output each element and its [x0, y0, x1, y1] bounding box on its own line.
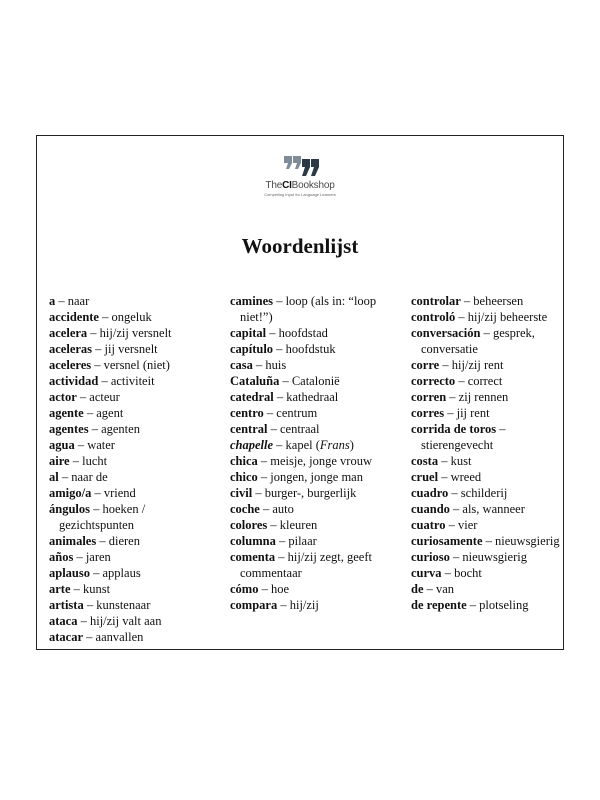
- entry-term: capítulo: [230, 342, 274, 356]
- entry-term: aceleres: [49, 358, 92, 372]
- entry-term: centro: [230, 406, 264, 420]
- entry-term: corrida de toros: [411, 422, 497, 436]
- entry-term: central: [230, 422, 268, 436]
- glossary-entry: Cataluña – Catalonië: [230, 374, 340, 388]
- glossary-entry: civil – burger-, burgerlijk: [230, 486, 357, 500]
- entry-definition: lucht: [82, 454, 108, 468]
- entry-term: de: [411, 582, 424, 596]
- entry-definition: hij/zij zegt, geeft commentaar: [240, 550, 372, 580]
- entry-definition: correct: [467, 374, 503, 388]
- quote-marks-icon: [280, 154, 320, 178]
- entry-definition: naar: [67, 294, 90, 308]
- entry-term: acelera: [49, 326, 88, 340]
- glossary-entry: cómo – hoe: [230, 582, 290, 596]
- entry-term: aceleras: [49, 342, 93, 356]
- entry-definition: water: [87, 438, 115, 452]
- glossary-entry: aceleras – jij versnelt: [49, 342, 158, 356]
- glossary-entry: chapelle – kapel (Frans): [230, 438, 354, 452]
- entry-term: cómo: [230, 582, 259, 596]
- entry-term: corre: [411, 358, 440, 372]
- glossary-entry: curva – bocht: [411, 566, 482, 580]
- entry-term: conversación: [411, 326, 481, 340]
- glossary-entry: de – van: [411, 582, 455, 596]
- entry-term: ángulos: [49, 502, 90, 516]
- glossary-column-3: [411, 293, 563, 613]
- glossary-entry: al – naar de: [49, 470, 108, 484]
- entry-definition: centrum: [276, 406, 318, 420]
- entry-definition: hij/zij versnelt: [99, 326, 172, 340]
- entry-term: actor: [49, 390, 77, 404]
- glossary-entry: cuando – als, wanneer: [411, 502, 525, 516]
- glossary-entry: arte – kunst: [49, 582, 111, 596]
- page-frame: [36, 135, 564, 650]
- logo-name: TheCIBookshop: [265, 180, 335, 191]
- entry-definition: plotseling: [479, 598, 529, 612]
- entry-note: Frans: [319, 438, 350, 452]
- entry-term: coche: [230, 502, 260, 516]
- glossary-entry: correcto – correct: [411, 374, 503, 388]
- entry-term: comenta: [230, 550, 276, 564]
- glossary-entry: controló – hij/zij beheerste: [411, 310, 548, 324]
- glossary-entry: atacar – aanvallen: [49, 630, 144, 644]
- entry-term: agente: [49, 406, 84, 420]
- entry-term: cruel: [411, 470, 439, 484]
- glossary-entry: corre – hij/zij rent: [411, 358, 504, 372]
- glossary-entry: chica – meisje, jonge vrouw: [230, 454, 372, 468]
- glossary-entry: capítulo – hoofdstuk: [230, 342, 336, 356]
- glossary-entry: agente – agent: [49, 406, 124, 420]
- entry-term: chico: [230, 470, 258, 484]
- glossary-entry: aceleres – versnel (niet): [49, 358, 170, 372]
- entry-term: artista: [49, 598, 84, 612]
- entry-term: de repente: [411, 598, 467, 612]
- glossary-entry: actividad – activiteit: [49, 374, 155, 388]
- glossary-entry: ángulos – hoeken / gezichtspunten: [49, 502, 146, 532]
- entry-definition: kunst: [83, 582, 111, 596]
- entry-definition: zij rennen: [458, 390, 509, 404]
- entry-definition: gesprek, conversatie: [421, 326, 535, 356]
- entry-term: columna: [230, 534, 276, 548]
- entry-term: curva: [411, 566, 442, 580]
- entry-definition: hoofdstuk: [285, 342, 336, 356]
- entry-definition: jaren: [85, 550, 111, 564]
- entry-term: casa: [230, 358, 253, 372]
- glossary-entry: aplauso – applaus: [49, 566, 141, 580]
- entry-term: atacar: [49, 630, 84, 644]
- entry-definition: kunstenaar: [96, 598, 151, 612]
- entry-definition: hij/zij rent: [451, 358, 504, 372]
- entry-term: aire: [49, 454, 70, 468]
- logo-tagline: Compelling Input for Language Learners: [264, 192, 336, 197]
- glossary-entry: corres – jij rent: [411, 406, 490, 420]
- entry-definition: dieren: [108, 534, 140, 548]
- entry-definition: jij versnelt: [104, 342, 158, 356]
- entry-definition: acteur: [89, 390, 120, 404]
- glossary-entry: comenta – hij/zij zegt, geeft commentaar: [230, 550, 372, 580]
- glossary-entry: cuatro – vier: [411, 518, 478, 532]
- glossary-entry: corrida de toros – stierengevecht: [411, 422, 506, 452]
- entry-definition: als, wanneer: [462, 502, 525, 516]
- entry-definition: centraal: [279, 422, 320, 436]
- entry-term: animales: [49, 534, 97, 548]
- glossary-entry: cruel – wreed: [411, 470, 482, 484]
- entry-term: capital: [230, 326, 267, 340]
- entry-definition: jongen, jonge man: [270, 470, 363, 484]
- entry-term: costa: [411, 454, 439, 468]
- glossary-entry: acelera – hij/zij versnelt: [49, 326, 172, 340]
- entry-definition: kapel: [285, 438, 313, 452]
- glossary-entry: actor – acteur: [49, 390, 120, 404]
- entry-definition: agent: [96, 406, 124, 420]
- glossary-entry: chico – jongen, jonge man: [230, 470, 363, 484]
- entry-term: controlar: [411, 294, 461, 308]
- glossary-entry: curioso – nieuwsgierig: [411, 550, 527, 564]
- entry-definition: hij/zij beheerste: [467, 310, 548, 324]
- entry-definition: ongeluk: [111, 310, 152, 324]
- entry-term: controló: [411, 310, 456, 324]
- glossary-entry: columna – pilaar: [230, 534, 317, 548]
- glossary-entry: colores – kleuren: [230, 518, 318, 532]
- entry-term: colores: [230, 518, 268, 532]
- entry-term: amigo/a: [49, 486, 92, 500]
- glossary-entry: camines – loop (als in: “loop niet!”): [230, 294, 377, 324]
- entry-definition: hij/zij: [289, 598, 319, 612]
- entry-term: cuando: [411, 502, 450, 516]
- entry-definition: auto: [272, 502, 294, 516]
- entry-definition: kathedraal: [286, 390, 339, 404]
- entry-definition: hij/zij valt aan: [89, 614, 162, 628]
- entry-definition: beheersen: [473, 294, 524, 308]
- glossary-entry: compara – hij/zij: [230, 598, 319, 612]
- entry-term: chica: [230, 454, 258, 468]
- entry-definition: nieuwsgierig: [495, 534, 560, 548]
- glossary-entry: animales – dieren: [49, 534, 140, 548]
- glossary-entry: cuadro – schilderij: [411, 486, 508, 500]
- glossary-entry: ataca – hij/zij valt aan: [49, 614, 162, 628]
- glossary-entry: agua – water: [49, 438, 115, 452]
- entry-definition: aanvallen: [95, 630, 144, 644]
- entry-term: al: [49, 470, 59, 484]
- glossary-entry: de repente – plotseling: [411, 598, 529, 612]
- entry-term: actividad: [49, 374, 99, 388]
- logo: [37, 154, 563, 197]
- entry-definition: vriend: [103, 486, 136, 500]
- entry-term: años: [49, 550, 74, 564]
- glossary-entry: accidente – ongeluk: [49, 310, 152, 324]
- entry-term: arte: [49, 582, 71, 596]
- glossary-entry: años – jaren: [49, 550, 111, 564]
- glossary-entry: artista – kunstenaar: [49, 598, 151, 612]
- entry-definition: wreed: [450, 470, 482, 484]
- entry-definition: nieuwsgierig: [462, 550, 527, 564]
- entry-term: cuatro: [411, 518, 446, 532]
- entry-definition: kleuren: [279, 518, 318, 532]
- entry-term: ataca: [49, 614, 78, 628]
- entry-term: aplauso: [49, 566, 90, 580]
- entry-definition: hoofdstad: [278, 326, 328, 340]
- glossary-entry: curiosamente – nieuwsgierig: [411, 534, 560, 548]
- entry-definition: versnel (niet): [103, 358, 170, 372]
- entry-term: compara: [230, 598, 278, 612]
- glossary-entry: coche – auto: [230, 502, 294, 516]
- entry-term: catedral: [230, 390, 274, 404]
- entry-definition: naar de: [71, 470, 108, 484]
- entry-term: camines: [230, 294, 274, 308]
- entry-term: agentes: [49, 422, 89, 436]
- entry-definition: pilaar: [288, 534, 317, 548]
- entry-definition: burger-, burgerlijk: [264, 486, 357, 500]
- entry-definition: kust: [450, 454, 472, 468]
- glossary-entry: controlar – beheersen: [411, 294, 524, 308]
- entry-term: agua: [49, 438, 75, 452]
- entry-definition: agenten: [101, 422, 140, 436]
- entry-definition: schilderij: [460, 486, 508, 500]
- glossary-entry: capital – hoofdstad: [230, 326, 328, 340]
- glossary-entry: casa – huis: [230, 358, 287, 372]
- entry-term: corren: [411, 390, 447, 404]
- entry-definition: van: [436, 582, 455, 596]
- entry-definition: stierengevecht: [421, 438, 494, 452]
- glossary-entry: central – centraal: [230, 422, 320, 436]
- glossary-entry: amigo/a – vriend: [49, 486, 136, 500]
- entry-definition: meisje, jonge vrouw: [270, 454, 372, 468]
- glossary-entry: corren – zij rennen: [411, 390, 509, 404]
- entry-definition: bocht: [454, 566, 482, 580]
- entry-definition: jij rent: [456, 406, 490, 420]
- glossary-entry: centro – centrum: [230, 406, 318, 420]
- entry-definition: vier: [458, 518, 478, 532]
- glossary-entry: catedral – kathedraal: [230, 390, 339, 404]
- entry-definition: Catalonië: [291, 374, 340, 388]
- entry-definition: applaus: [102, 566, 141, 580]
- glossary-entry: costa – kust: [411, 454, 472, 468]
- glossary-column-1: [49, 293, 219, 645]
- glossary-entry: agentes – agenten: [49, 422, 140, 436]
- entry-term: correcto: [411, 374, 456, 388]
- glossary-column-2: [230, 293, 402, 613]
- entry-term: cuadro: [411, 486, 449, 500]
- glossary-entry: conversación – gesprek, conversatie: [411, 326, 535, 356]
- entry-term: corres: [411, 406, 445, 420]
- entry-term: civil: [230, 486, 253, 500]
- entry-term: a: [49, 294, 56, 308]
- entry-term: chapelle: [230, 438, 274, 452]
- glossary-entry: a – naar: [49, 294, 90, 308]
- entry-term: curioso: [411, 550, 450, 564]
- entry-definition: hoe: [270, 582, 290, 596]
- entry-definition: hoeken / gezichtspunten: [59, 502, 146, 532]
- entry-term: accidente: [49, 310, 99, 324]
- entry-definition: huis: [265, 358, 287, 372]
- glossary-entry: aire – lucht: [49, 454, 108, 468]
- entry-definition: activiteit: [110, 374, 155, 388]
- entry-definition: loop (als in: “loop niet!”): [240, 294, 377, 324]
- page-title: Woordenlijst: [241, 234, 359, 258]
- entry-term: Cataluña: [230, 374, 280, 388]
- entry-term: curiosamente: [411, 534, 483, 548]
